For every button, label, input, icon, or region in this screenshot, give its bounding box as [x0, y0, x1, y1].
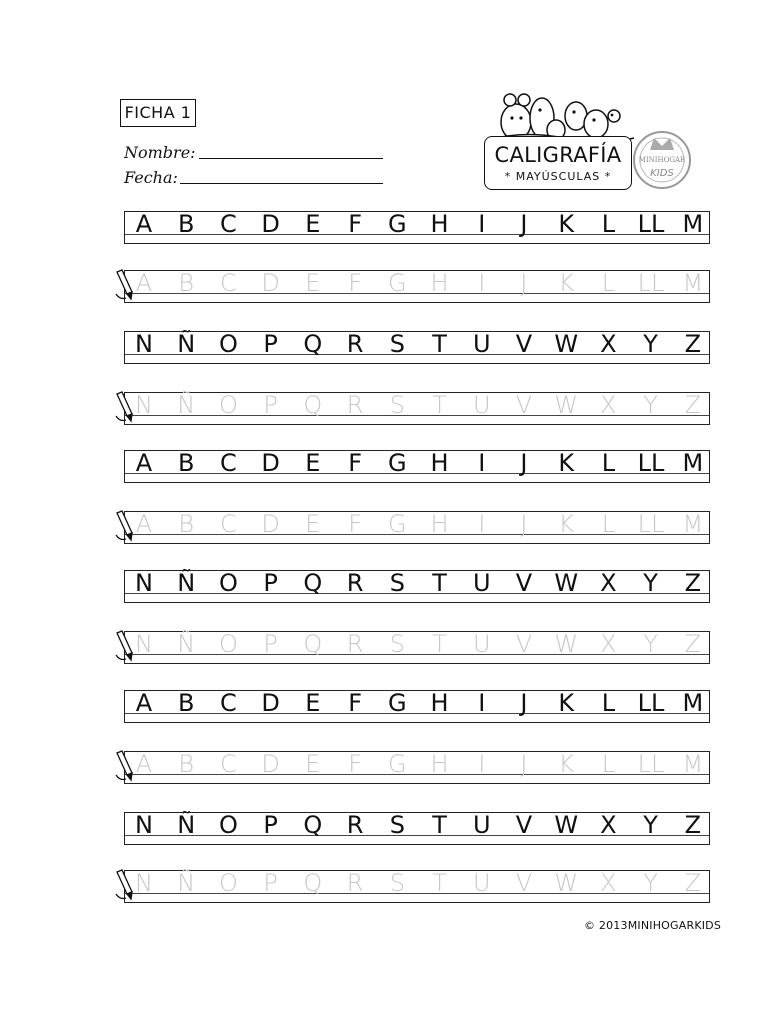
- letter: O: [218, 811, 238, 839]
- guide-line: [125, 354, 709, 355]
- letter: Q: [303, 811, 323, 839]
- letter[interactable]: H: [430, 269, 449, 297]
- letter: L: [601, 210, 616, 238]
- letter: I: [478, 689, 486, 717]
- letter[interactable]: J: [520, 269, 528, 297]
- letter: D: [261, 689, 280, 717]
- letter[interactable]: C: [220, 269, 237, 297]
- letter[interactable]: LL: [637, 269, 665, 297]
- letter[interactable]: L: [601, 750, 616, 778]
- letter[interactable]: D: [261, 750, 280, 778]
- letters-group: [125, 750, 709, 778]
- letter: M: [682, 210, 704, 238]
- letter: U: [472, 569, 491, 597]
- letter[interactable]: V: [515, 391, 533, 419]
- pencil-icon: [114, 629, 136, 663]
- model-row: [124, 570, 710, 603]
- letter: F: [348, 689, 362, 717]
- tracing-row: [124, 751, 710, 784]
- letter: O: [218, 569, 238, 597]
- letter: Y: [643, 569, 658, 597]
- guide-line: [125, 293, 709, 294]
- guide-line: [125, 893, 709, 894]
- letter[interactable]: R: [346, 391, 364, 419]
- letter[interactable]: K: [558, 269, 575, 297]
- letter[interactable]: R: [346, 869, 364, 897]
- letter: R: [346, 811, 364, 839]
- letter[interactable]: E: [305, 510, 321, 538]
- letter[interactable]: C: [220, 750, 237, 778]
- letter[interactable]: Ñ: [177, 630, 196, 658]
- letter: T: [432, 569, 447, 597]
- letter: N: [135, 330, 153, 358]
- guide-line: [125, 774, 709, 775]
- letter: J: [520, 449, 528, 477]
- letter: N: [135, 811, 153, 839]
- letter: H: [430, 689, 449, 717]
- letter[interactable]: Y: [643, 391, 658, 419]
- letter: W: [554, 569, 579, 597]
- letter[interactable]: W: [554, 391, 579, 419]
- letter[interactable]: Z: [684, 630, 702, 658]
- worksheet-number: FICHA 1: [120, 99, 196, 127]
- letter[interactable]: P: [263, 869, 278, 897]
- letter[interactable]: T: [432, 869, 447, 897]
- pencil-icon: [114, 749, 136, 783]
- letter: P: [263, 330, 278, 358]
- letter: Ñ: [177, 811, 196, 839]
- letter: E: [305, 449, 321, 477]
- letter: Ñ: [177, 330, 196, 358]
- letter: Q: [303, 330, 323, 358]
- letter: B: [177, 210, 195, 238]
- letter: Z: [684, 330, 702, 358]
- letter[interactable]: B: [178, 269, 195, 297]
- letter[interactable]: Q: [303, 869, 323, 897]
- letter: K: [558, 689, 575, 717]
- letter[interactable]: A: [135, 269, 153, 297]
- letter[interactable]: T: [432, 391, 447, 419]
- letter: C: [220, 210, 237, 238]
- letter[interactable]: LL: [637, 510, 665, 538]
- letter[interactable]: I: [478, 510, 486, 538]
- letter[interactable]: K: [558, 510, 575, 538]
- letter[interactable]: C: [220, 510, 237, 538]
- letter: N: [135, 569, 153, 597]
- letter: A: [135, 210, 153, 238]
- letter: S: [389, 569, 405, 597]
- letter: C: [220, 449, 237, 477]
- letters-group: [125, 510, 709, 538]
- letter: Z: [684, 811, 702, 839]
- letter[interactable]: S: [389, 630, 405, 658]
- letter: P: [263, 569, 278, 597]
- letter[interactable]: S: [389, 869, 405, 897]
- tracing-row: [124, 511, 710, 544]
- model-row: [124, 812, 710, 845]
- letter[interactable]: Ñ: [177, 391, 196, 419]
- date-label: Fecha:: [124, 168, 178, 187]
- letter: S: [389, 811, 405, 839]
- letter[interactable]: V: [515, 630, 533, 658]
- model-row: [124, 331, 710, 364]
- letter: B: [177, 449, 195, 477]
- letter: T: [432, 811, 447, 839]
- letter: U: [472, 811, 491, 839]
- letters-group: [125, 449, 709, 477]
- letter[interactable]: Q: [303, 630, 323, 658]
- letter[interactable]: N: [135, 630, 153, 658]
- letter[interactable]: V: [515, 869, 533, 897]
- name-field-line[interactable]: [199, 158, 383, 159]
- letter: L: [601, 449, 616, 477]
- letter[interactable]: G: [388, 269, 407, 297]
- letter[interactable]: Q: [303, 391, 323, 419]
- letter: H: [430, 210, 449, 238]
- letter: L: [601, 689, 616, 717]
- letter: Ñ: [177, 569, 196, 597]
- guide-line: [125, 415, 709, 416]
- letter: Z: [684, 569, 702, 597]
- letter[interactable]: B: [178, 750, 195, 778]
- letter[interactable]: M: [682, 269, 704, 297]
- letter[interactable]: G: [388, 510, 407, 538]
- letter[interactable]: B: [178, 510, 195, 538]
- letter: LL: [637, 689, 665, 717]
- letter: G: [388, 210, 407, 238]
- date-field-line[interactable]: [180, 183, 383, 184]
- letter[interactable]: H: [430, 510, 449, 538]
- letter[interactable]: U: [472, 391, 491, 419]
- letter[interactable]: I: [478, 750, 486, 778]
- tracing-row: [124, 870, 710, 903]
- pencil-icon: [114, 868, 136, 902]
- letters-group: [125, 269, 709, 297]
- letter[interactable]: D: [261, 510, 280, 538]
- letter[interactable]: Ñ: [177, 869, 196, 897]
- model-row: [124, 211, 710, 244]
- logo-banner: [484, 136, 632, 190]
- letter[interactable]: E: [305, 750, 321, 778]
- letter[interactable]: D: [261, 269, 280, 297]
- letter[interactable]: L: [601, 510, 616, 538]
- tracing-row: [124, 392, 710, 425]
- letter: D: [261, 449, 280, 477]
- letter: T: [432, 330, 447, 358]
- letter: H: [430, 449, 449, 477]
- letter[interactable]: W: [554, 630, 579, 658]
- letter[interactable]: T: [432, 630, 447, 658]
- letter[interactable]: F: [348, 269, 362, 297]
- letter: F: [348, 210, 362, 238]
- letter: J: [520, 689, 528, 717]
- letter[interactable]: J: [520, 750, 528, 778]
- letter[interactable]: O: [218, 391, 238, 419]
- letter: W: [554, 811, 579, 839]
- letter[interactable]: U: [472, 630, 491, 658]
- letter: V: [515, 569, 533, 597]
- letters-group: [125, 210, 709, 238]
- letter[interactable]: X: [600, 630, 617, 658]
- letter: I: [478, 449, 486, 477]
- letter: G: [388, 449, 407, 477]
- letter[interactable]: P: [263, 630, 278, 658]
- letters-group: [125, 391, 709, 419]
- letter[interactable]: P: [263, 391, 278, 419]
- letter[interactable]: Z: [684, 869, 702, 897]
- letter: J: [520, 210, 528, 238]
- pencil-icon: [114, 390, 136, 424]
- letter: Y: [643, 811, 658, 839]
- guide-line: [125, 473, 709, 474]
- letter[interactable]: M: [682, 510, 704, 538]
- letter[interactable]: L: [601, 269, 616, 297]
- letter: R: [346, 330, 364, 358]
- letter: LL: [637, 210, 665, 238]
- letter[interactable]: Y: [643, 630, 658, 658]
- letter: F: [348, 449, 362, 477]
- tracing-row: [124, 631, 710, 664]
- model-row: [124, 690, 710, 723]
- letter: U: [472, 330, 491, 358]
- letter[interactable]: W: [554, 869, 579, 897]
- letter[interactable]: LL: [637, 750, 665, 778]
- letter: M: [682, 449, 704, 477]
- letter[interactable]: R: [346, 630, 364, 658]
- letters-group: [125, 330, 709, 358]
- letter[interactable]: E: [305, 269, 321, 297]
- model-row: [124, 450, 710, 483]
- letter[interactable]: F: [348, 510, 362, 538]
- letter[interactable]: X: [600, 869, 617, 897]
- letters-group: [125, 569, 709, 597]
- letter: B: [177, 689, 195, 717]
- pencil-icon: [114, 509, 136, 543]
- letter[interactable]: Z: [684, 391, 702, 419]
- tracing-row: [124, 270, 710, 303]
- letter: R: [346, 569, 364, 597]
- letter: M: [682, 689, 704, 717]
- name-label: Nombre:: [124, 143, 196, 162]
- guide-line: [125, 593, 709, 594]
- logo-title: CALIGRAFÍA: [494, 143, 622, 167]
- letter[interactable]: A: [135, 750, 153, 778]
- letter[interactable]: U: [472, 869, 491, 897]
- logo-subtitle: * MAYÚSCULAS *: [504, 170, 612, 183]
- letter: K: [558, 210, 575, 238]
- guide-line: [125, 713, 709, 714]
- pencil-icon: [114, 268, 136, 302]
- letter: X: [600, 330, 617, 358]
- letter: A: [135, 449, 153, 477]
- letter: G: [388, 689, 407, 717]
- badge-text-top: MINIHOGAR: [638, 156, 686, 164]
- letter[interactable]: J: [520, 510, 528, 538]
- guide-line: [125, 835, 709, 836]
- letter: W: [554, 330, 579, 358]
- letter: O: [218, 330, 238, 358]
- letter: E: [305, 210, 321, 238]
- letter[interactable]: M: [682, 750, 704, 778]
- letter: A: [135, 689, 153, 717]
- letter[interactable]: Y: [643, 869, 658, 897]
- letter[interactable]: I: [478, 269, 486, 297]
- letter[interactable]: K: [558, 750, 575, 778]
- letter[interactable]: F: [348, 750, 362, 778]
- letters-group: [125, 869, 709, 897]
- letter[interactable]: N: [135, 869, 153, 897]
- letter[interactable]: H: [430, 750, 449, 778]
- letters-group: [125, 689, 709, 717]
- letter[interactable]: O: [218, 869, 238, 897]
- letter: X: [600, 811, 617, 839]
- letter[interactable]: O: [218, 630, 238, 658]
- letter: LL: [637, 449, 665, 477]
- letter[interactable]: G: [388, 750, 407, 778]
- letter: P: [263, 811, 278, 839]
- letters-group: [125, 630, 709, 658]
- letter: S: [389, 330, 405, 358]
- letter: X: [600, 569, 617, 597]
- letter[interactable]: X: [600, 391, 617, 419]
- guide-line: [125, 234, 709, 235]
- brand-badge-icon: [626, 124, 698, 196]
- letter: D: [261, 210, 280, 238]
- letter: C: [220, 689, 237, 717]
- letter: V: [515, 330, 533, 358]
- letter[interactable]: A: [135, 510, 153, 538]
- badge-text-bottom: KIDS: [650, 168, 674, 179]
- letter[interactable]: N: [135, 391, 153, 419]
- letter[interactable]: S: [389, 391, 405, 419]
- letter: V: [515, 811, 533, 839]
- copyright: © 2013MINIHOGARKIDS: [584, 919, 722, 932]
- letter: E: [305, 689, 321, 717]
- letter: Q: [303, 569, 323, 597]
- letter: K: [558, 449, 575, 477]
- letters-group: [125, 811, 709, 839]
- guide-line: [125, 654, 709, 655]
- calligraphy-logo: [484, 88, 724, 198]
- letter: Y: [643, 330, 658, 358]
- guide-line: [125, 534, 709, 535]
- letter: I: [478, 210, 486, 238]
